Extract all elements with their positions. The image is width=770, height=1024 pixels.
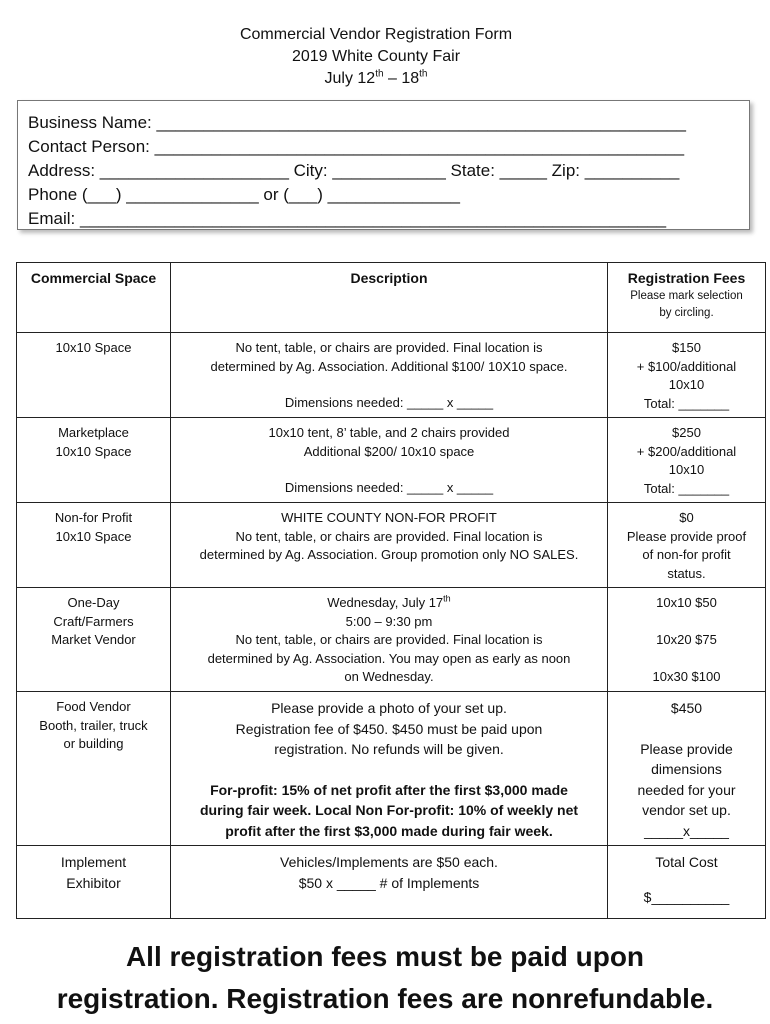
dimensions-needed[interactable]: Dimensions needed: _____ x _____ <box>284 395 494 410</box>
table-row <box>17 692 766 846</box>
table-row <box>17 333 766 418</box>
description-cell: No tent, table, or chairs are provided. Final location is determined by Ag. Association. Additional $100/ 10X10 space. Dimensions needed: _____ x _____ <box>171 333 608 418</box>
space-cell: Food Vendor Booth, trailer, truck or building <box>17 692 171 846</box>
description-cell: Please provide a photo of your set up. Registration fee of $450. $450 must be paid upon registration. No refunds will be given. For-profit: 15% of net profit after the first $3,000 made during fair week. Local Non For-profit: 10% of weekly net profit after the first $3,000 made during fair week. <box>171 692 608 846</box>
fair-name: 2019 White County Fair <box>291 48 461 65</box>
description-cell: Vehicles/Implements are $50 each. $50 x _____ # of Implements <box>171 846 608 919</box>
space-cell: Non-for Profit 10x10 Space <box>17 503 171 588</box>
space-cell: Marketplace 10x10 Space <box>17 418 171 503</box>
fee-cell[interactable]: $450 Please provide dimensions needed for your vendor set up. _____x_____ <box>608 692 766 846</box>
space-cell: Implement Exhibitor <box>17 846 171 919</box>
fee-cell[interactable]: $250 + $200/additional 10x10 Total: _______ <box>608 418 766 503</box>
email-field[interactable]: Email: ______________________________________________________________ <box>28 209 667 228</box>
business-name-field[interactable]: Business Name: ________________________________________________________ <box>28 113 686 132</box>
table-row <box>17 418 766 503</box>
space-cell: One-Day Craft/Farmers Market Vendor <box>17 588 171 692</box>
phone-field[interactable]: Phone (___) ______________ or (___) ______________ <box>28 185 460 204</box>
header-description: Description <box>171 263 608 333</box>
space-cell: 10x10 Space <box>17 333 171 418</box>
table-row <box>17 846 766 919</box>
implements-count[interactable]: $50 x _____ # of Implements <box>298 874 480 891</box>
fee-cell[interactable]: Total Cost $__________ <box>608 846 766 919</box>
form-title: Commercial Vendor Registration Form <box>239 26 513 43</box>
contact-person-field[interactable]: Contact Person: ________________________________________________________ <box>28 137 685 156</box>
dimensions-needed[interactable]: Dimensions needed: _____ x _____ <box>284 480 494 495</box>
contact-info-box <box>17 100 750 230</box>
description-cell: 10x10 tent, 8’ table, and 2 chairs provided Additional $200/ 10x10 space Dimensions needed: _____ x _____ <box>171 418 608 503</box>
form-title-block <box>0 24 752 90</box>
header-commercial-space: Commercial Space <box>17 263 171 333</box>
address-field[interactable]: Address: ____________________ City: ____________ State: _____ Zip: __________ <box>28 161 680 180</box>
description-cell: WHITE COUNTY NON-FOR PROFIT No tent, table, or chairs are provided. Final location is determined by Ag. Association. Group promotion only NO SALES. <box>171 503 608 588</box>
fee-cell[interactable]: 10x10 $50 10x20 $75 10x30 $100 <box>608 588 766 692</box>
fair-dates: July 12th – 18th <box>324 68 428 87</box>
table-row <box>17 503 766 588</box>
registration-fees-table <box>16 262 766 919</box>
footer-notice: All registration fees must be paid upon registration. Registration fees are nonrefundable. <box>56 941 714 1014</box>
fee-cell[interactable]: $150 + $100/additional 10x10 Total: _______ <box>608 333 766 418</box>
table-header-row <box>17 263 766 333</box>
fee-cell[interactable]: $0 Please provide proof of non-for profit status. <box>608 503 766 588</box>
header-registration-fees: Registration Fees Please mark selection by circling. <box>608 263 766 333</box>
description-cell: Wednesday, July 17th 5:00 – 9:30 pm No tent, table, or chairs are provided. Final location is determined by Ag. Association. You may open as early as noon on Wednesday. <box>171 588 608 692</box>
table-row <box>17 588 766 692</box>
